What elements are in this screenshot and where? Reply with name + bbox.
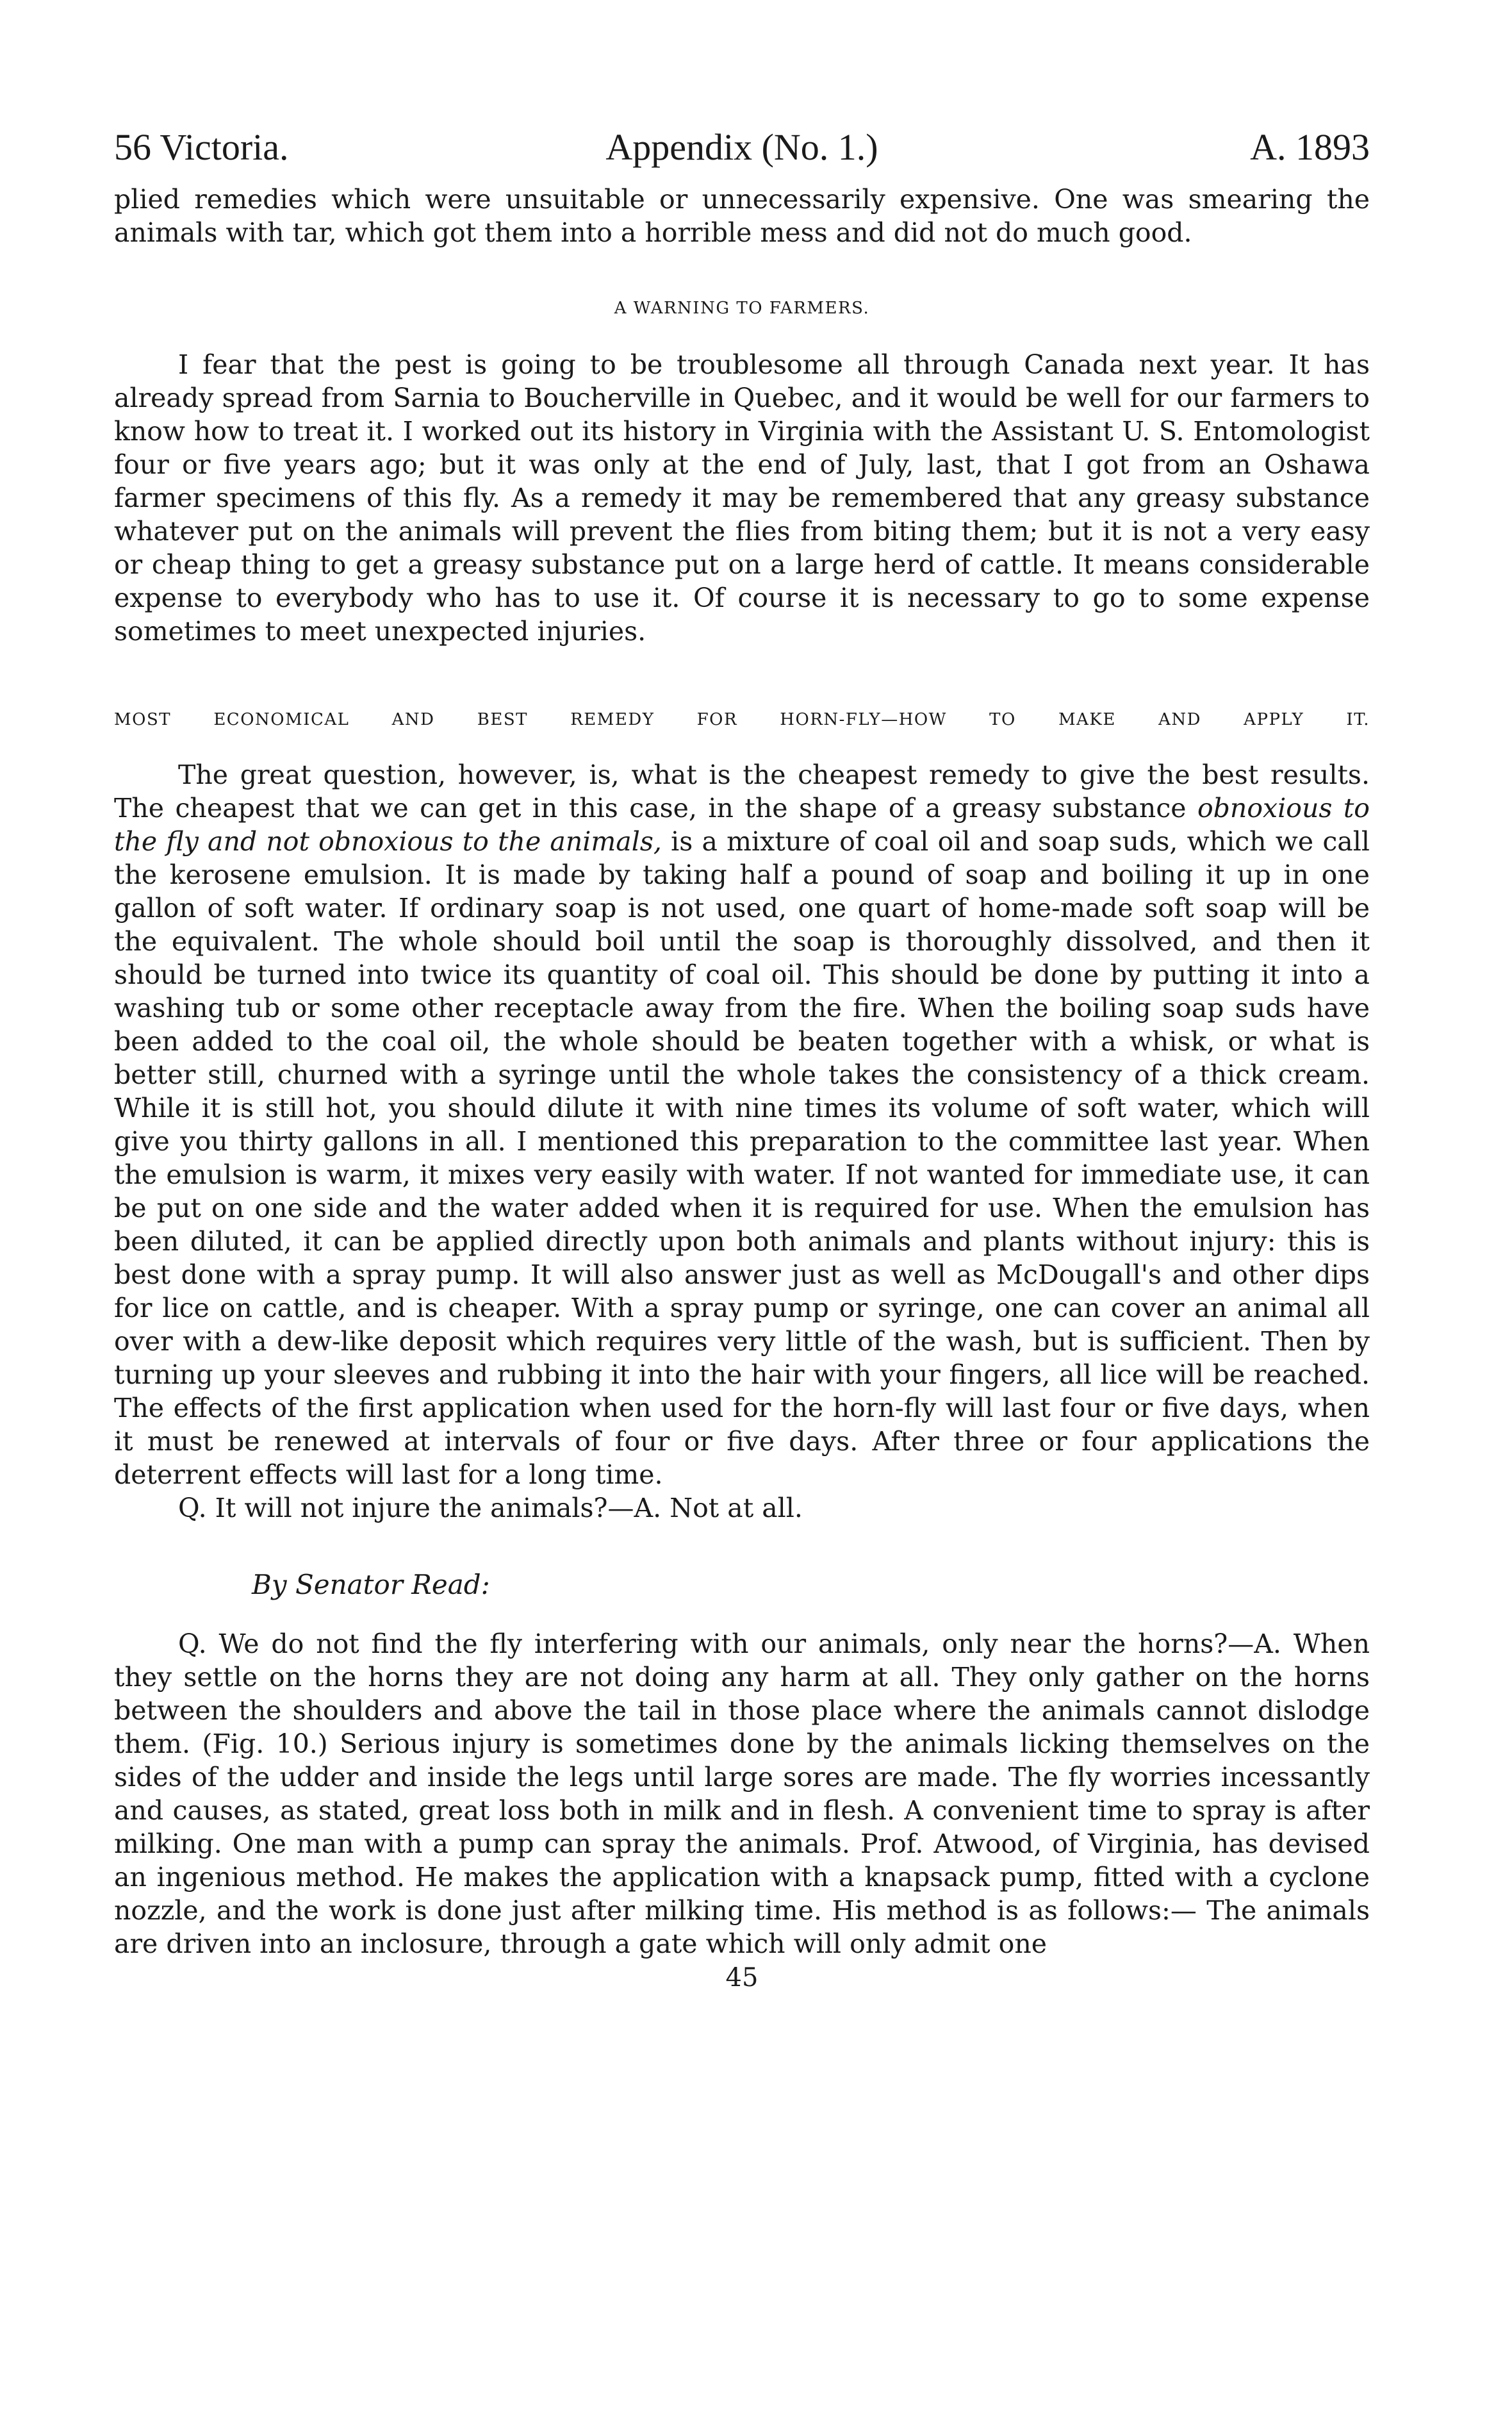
question-answer-1: Q. It will not injure the animals?—A. Not at all.	[178, 1493, 803, 1523]
speaker-byline: By Senator Read:	[252, 1569, 490, 1600]
page-number: 45	[725, 1963, 759, 1993]
remedy-text-italic: obnoxious to the fly and not obnoxious to the animals,	[114, 793, 1370, 857]
session-label: 56 Victoria.	[114, 126, 289, 168]
remedy-text-start: The great question, however, is, what is the cheapest remedy to give the best results. The cheapest that we can get in this case, in the shape of a greasy substance	[114, 759, 1370, 824]
warning-paragraph: I fear that the pest is going to be troublesome all through Canada next year. It has already spread from Sarnia to Boucherville in Quebec, and it would be well for our farmers to know how to treat it. I worked out its history in Virginia with the Assistant U. S. Entomologist four or five years ago; but it was only at the end of July, last, that I got from an Oshawa farmer specimens of this fly. As a remedy it may be remembered that any greasy substance whatever put on the animals will prevent the flies from biting them; but it is not a very easy or cheap thing to get a greasy substance put on a large herd of cattle. It means considerable expense to everybody who has to use it. Of course it is necessary to go to some expense sometimes to meet unexpected injuries.	[114, 349, 1370, 647]
document-page	[114, 119, 1370, 1994]
remedy-text-rest: is a mixture of coal oil and soap suds, which we call the kerosene emulsion. It is made by taking half a pound of soap and boiling it up in one gallon of soft water. If ordinary soap is not used, one quart of home-made soft soap will be the equivalent. The whole should boil until the soap is thoroughly dissolved, and then it should be turned into twice its quantity of coal oil. This should be done by putting it into a washing tub or some other receptacle away from the fire. When the boiling soap suds have been added to the coal oil, the whole should be beaten together with a whisk, or what is better still, churned with a syringe until the whole takes the consistency of a thick cream. While it is still hot, you should dilute it with nine times its volume of soft water, which will give you thirty gallons in all. I mentioned this preparation to the committee last year. When the emulsion is warm, it mixes very easily with water. If not wanted for immediate use, it can be put on one side and the water added when it is required for use. When the emulsion has been diluted, it can be applied directly upon both animals and plants without injury: this is best done with a spray pump. It will also answer just as well as McDougall's and other dips for lice on cattle, and is cheaper. With a spray pump or syringe, one can cover an animal all over with a dew-like deposit which requires very little of the wash, but is sufficient. Then by turning up your sleeves and rubbing it into the hair with your fingers, all lice will be reached. The effects of the first application when used for the horn-fly will last four or five days, when it must be renewed at intervals of four or five days. After three or four applications the deterrent effects will last for a long time.	[114, 826, 1370, 1490]
question-answer-2: Q. We do not find the fly interfering with our animals, only near the horns?—A. When they settle on the horns they are not doing any harm at all. They only gather on the horns between the shoulders and above the tail in those place where the animals cannot dislodge them. (Fig. 10.) Serious injury is sometimes done by the animals licking themselves on the sides of the udder and inside the legs until large sores are made. The fly worries incessantly and causes, as stated, great loss both in milk and in flesh. A convenient time to spray is after milking. One man with a pump can spray the animals. Prof. Atwood, of Virginia, has devised an ingenious method. He makes the application with a knapsack pump, fitted with a cyclone nozzle, and the work is done just after milking time. His method is as follows:— The animals are driven into an inclosure, through a gate which will only admit one	[114, 1628, 1370, 1959]
remedy-paragraph	[114, 758, 1370, 1491]
running-header	[114, 119, 1370, 176]
continuation-paragraph: plied remedies which were unsuitable or unnecessarily expensive. One was smearing the animals with tar, which got them into a horrible mess and did not do much good.	[114, 184, 1370, 248]
year-label: A. 1893	[1250, 126, 1370, 168]
section-heading-remedy: MOST ECONOMICAL AND BEST REMEDY FOR HORN-FLY—HOW TO MAKE AND APPLY IT.	[114, 710, 1370, 729]
section-heading-warning: A WARNING TO FARMERS.	[614, 299, 870, 318]
appendix-label: Appendix (No. 1.)	[605, 126, 878, 168]
